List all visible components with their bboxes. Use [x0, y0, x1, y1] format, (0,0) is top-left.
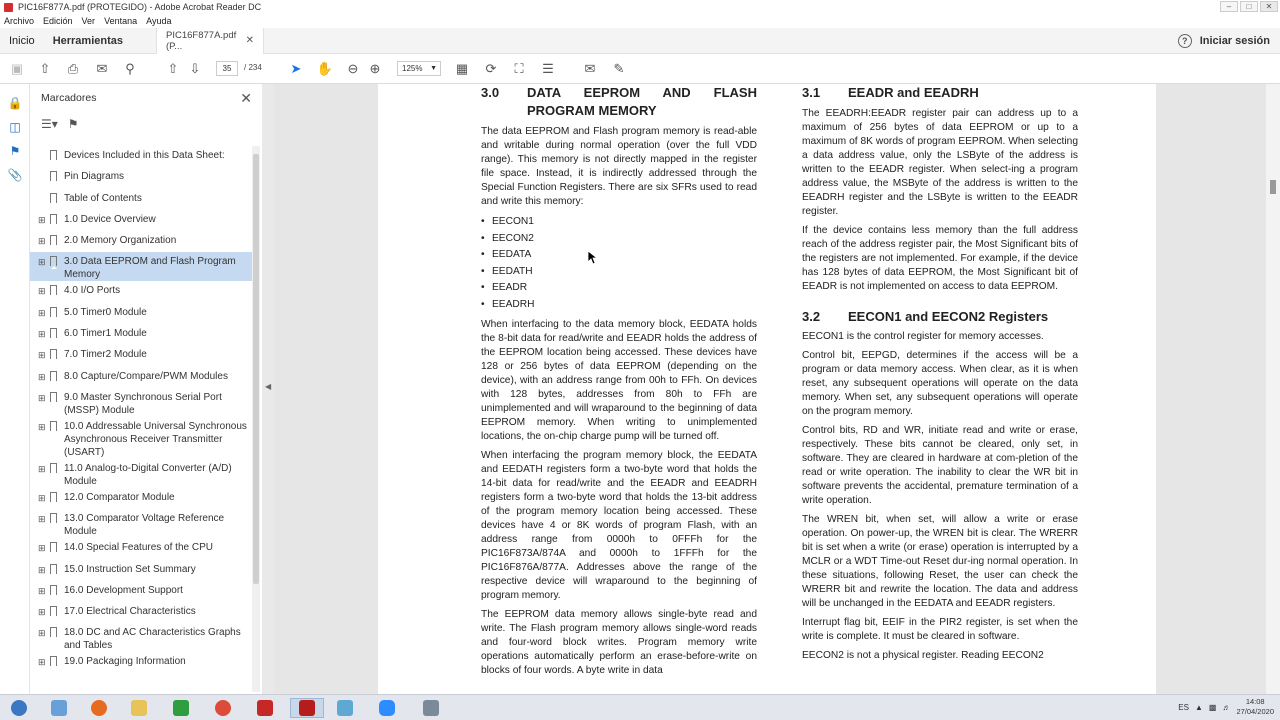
bookmark-label: 6.0 Timer1 Module	[64, 328, 147, 340]
bookmark-item[interactable]	[30, 252, 252, 281]
comment-icon[interactable]: ✉	[584, 61, 596, 76]
taskbar-chrome-icon[interactable]	[206, 698, 240, 718]
bookmark-item[interactable]	[30, 388, 252, 417]
bookmark-label: 8.0 Capture/Compare/PWM Modules	[64, 370, 228, 382]
paragraph: EECON2 is not a physical register. Reading EECON2	[802, 650, 1044, 661]
menu-ventana[interactable]: Ventana	[104, 16, 138, 26]
rotate-icon[interactable]: ⟳	[485, 61, 497, 76]
highlight-pen-icon[interactable]: ✎	[613, 61, 625, 76]
section-number: 3.0	[481, 85, 500, 100]
paragraph: EECON1 is the control register for memory accesses.	[802, 331, 1044, 342]
bookmark-label: 11.0 Analog-to-Digital Converter (A/D) Module	[64, 462, 232, 487]
menu-archivo[interactable]: Archivo	[4, 16, 35, 26]
bookmarks-scroll-thumb[interactable]	[253, 154, 259, 584]
tab-bar	[0, 28, 1280, 54]
bookmark-item[interactable]	[30, 417, 252, 459]
bookmark-icon	[50, 193, 57, 203]
bookmark-icon	[50, 371, 57, 381]
bookmark-item[interactable]	[30, 509, 252, 538]
scroll-mode-icon[interactable]: ☰	[542, 61, 554, 76]
bookmark-item[interactable]	[30, 459, 252, 488]
print-icon[interactable]: ⎙	[67, 61, 79, 76]
bookmarks-panel	[30, 84, 262, 694]
expand-icon[interactable]: ⊞	[38, 463, 46, 474]
list-item: • EECON1	[481, 214, 757, 231]
bookmark-list	[30, 146, 252, 674]
clock-date: 27/04/2020	[1236, 707, 1274, 716]
bookmark-item[interactable]	[30, 210, 252, 231]
expand-icon[interactable]: ⊞	[38, 392, 46, 403]
zoom-value: 125%	[402, 64, 423, 73]
taskbar-app-green-icon[interactable]	[164, 698, 198, 718]
paragraph: When interfacing the program memory block, the EEDATA and EEDATH registers form a two-byte word that holds the 14-bit data for read/write and the EEADR and EEADRH registers form a two-byte word that holds the 13-bit address of the program memory location being accessed. These devices have 4 or 8K words of program Flash, with an address range from 0000h to 0FFFh for the PIC16F873A/874A and 0000h to 1FFFh for the PIC16F876A/877A. Addresses above the range of the respective device will wraparound to the beginning of program memory.	[481, 450, 757, 601]
bookmark-label: 1.0 Device Overview	[64, 213, 156, 225]
bookmark-icon	[50, 585, 57, 595]
bookmarks-title: Marcadores	[41, 92, 97, 104]
zoom-select[interactable]	[397, 61, 441, 76]
section-title: DATA EEPROM AND FLASH PROGRAM MEMORY	[527, 85, 757, 118]
expand-icon[interactable]: ⊞	[38, 329, 46, 340]
section-title: EEADR and EEADRH	[848, 85, 979, 100]
page-column-right	[802, 84, 1078, 668]
language-indicator[interactable]: ES	[1178, 702, 1189, 712]
expand-icon[interactable]: ⊞	[38, 350, 46, 361]
bookmark-label: 7.0 Timer2 Module	[64, 349, 147, 361]
bookmark-label: Table of Contents	[64, 192, 142, 204]
expand-icon[interactable]: ⊞	[38, 257, 46, 268]
tab-document[interactable]	[156, 28, 264, 54]
bookmark-icon	[50, 463, 57, 473]
bookmark-label: 9.0 Master Synchronous Serial Port (MSSP) Module	[64, 391, 222, 416]
section-heading-3-1	[802, 84, 1078, 102]
section-heading-3-2	[802, 308, 1078, 326]
bookmark-icon	[50, 513, 57, 523]
expand-icon[interactable]: ⊞	[38, 214, 46, 225]
window-titlebar	[0, 0, 1280, 14]
bookmark-label: 10.0 Addressable Universal Synchronous Asynchronous Receiver Transmitter (USART)	[64, 420, 247, 458]
expand-icon[interactable]: ⊞	[38, 514, 46, 525]
paragraph: The data EEPROM and Flash program memory is read-able and writable during normal operation (over the full VDD range). This memory is not directly mapped in the register file space. Instead, it is indirectly addressed through the Special Function Registers. There are six SFRs used to read and write this memory:	[481, 126, 757, 207]
bookmark-label: 19.0 Packaging Information	[64, 656, 186, 668]
register-list	[481, 214, 757, 313]
attachments-icon[interactable]: 📎	[7, 168, 23, 182]
bookmark-icon	[50, 307, 57, 317]
pages-icon[interactable]: ◫	[9, 120, 21, 134]
bookmark-label: 4.0 I/O Ports	[64, 285, 121, 297]
bookmark-icon	[50, 256, 57, 266]
page-total-label: / 234	[244, 63, 262, 72]
bookmark-icon	[50, 285, 57, 295]
paragraph: Interrupt flag bit, EEIF in the PIR2 register, is set when the write is complete. It must be cleared in software.	[802, 617, 1078, 642]
bookmark-label: 18.0 DC and AC Characteristics Graphs and Tables	[64, 627, 241, 652]
bookmark-icon	[50, 150, 57, 160]
bookmark-icon	[50, 492, 57, 502]
paragraph: If the device contains less memory than the full address reach of the address register pair, the Most Significant bits of the registers are not implemented. For example, if the device has 128 bytes of data EEPROM, the Most Significant bit of EEADR is not implemented on access to data EEPROM.	[802, 225, 1078, 292]
expand-icon[interactable]: ⊞	[38, 421, 46, 432]
taskbar-app-icon[interactable]	[328, 698, 362, 718]
taskbar-app-explorer-icon[interactable]	[42, 698, 76, 718]
select-tool-icon[interactable]: ➤	[290, 61, 302, 76]
sign-in-link[interactable]: Iniciar sesión	[1199, 35, 1270, 47]
tray-chevron-icon[interactable]: ▲	[1194, 702, 1203, 712]
bookmark-label: 2.0 Memory Organization	[64, 235, 177, 247]
expand-icon[interactable]: ⊞	[38, 543, 46, 554]
expand-icon[interactable]: ⊞	[38, 307, 46, 318]
bookmark-item[interactable]	[30, 146, 252, 167]
bookmarks-scrollbar[interactable]	[252, 146, 260, 692]
taskbar-mplab-icon[interactable]	[248, 698, 282, 718]
bookmark-label: 3.0 Data EEPROM and Flash Program Memory	[64, 256, 236, 281]
bookmark-label: 5.0 Timer0 Module	[64, 306, 147, 318]
bookmarks-tools	[41, 117, 79, 131]
section-number: 3.2	[802, 309, 821, 324]
bookmark-item[interactable]	[30, 652, 252, 673]
taskbar-tool-icon[interactable]	[414, 698, 448, 718]
expand-icon[interactable]: ⊞	[38, 286, 46, 297]
menu-bar	[0, 14, 1280, 28]
tab-home[interactable]: Inicio	[9, 34, 35, 47]
expand-icon[interactable]: ⊞	[38, 564, 46, 575]
list-item: • EEADRH	[481, 297, 757, 314]
tab-tools[interactable]: Herramientas	[52, 34, 124, 47]
email-icon[interactable]: ✉	[96, 61, 108, 76]
bookmark-label: 16.0 Development Support	[64, 584, 183, 596]
window-title: PIC16F877A.pdf (PROTEGIDO) - Adobe Acrobat Reader DC	[18, 2, 262, 12]
bookmark-icon	[50, 564, 57, 574]
bookmark-item[interactable]	[30, 560, 252, 581]
list-item: • EEDATA	[481, 247, 757, 264]
bookmark-label: 15.0 Instruction Set Summary	[64, 563, 196, 575]
list-item: • EEDATH	[481, 264, 757, 281]
bookmark-item[interactable]	[30, 231, 252, 252]
bookmark-options-icon[interactable]: ☰▾	[41, 117, 58, 131]
section-title: EECON1 and EECON2 Registers	[848, 309, 1049, 324]
bookmark-icon	[50, 421, 57, 431]
main-toolbar	[0, 54, 1280, 84]
bookmark-item[interactable]	[30, 602, 252, 623]
panel-collapse-handle[interactable]	[262, 84, 274, 694]
expand-icon[interactable]: ⊞	[38, 657, 46, 668]
bookmark-label: Devices Included in this Data Sheet:	[64, 150, 225, 161]
bookmark-item[interactable]	[30, 303, 252, 324]
tab-document-label: PIC16F877A.pdf (P...	[166, 29, 237, 52]
acrobat-app-icon	[4, 3, 13, 12]
clock-time: 14:08	[1245, 697, 1265, 706]
document-viewport[interactable]	[274, 84, 1280, 694]
bookmark-item[interactable]	[30, 623, 252, 652]
system-tray	[1178, 697, 1274, 717]
paragraph: Control bit, EEPGD, determines if the access will be a program or data memory access. When clear, as it is when reset, any subsequent operations will operate on the data memory. When set, any subsequent operations will operate on the program memory.	[802, 350, 1078, 417]
lock-icon[interactable]: 🔒	[7, 96, 23, 110]
next-page-icon[interactable]: ⇩	[189, 61, 201, 76]
zoom-out-icon[interactable]: ⊖	[347, 61, 359, 76]
taskbar-acrobat-icon[interactable]	[290, 698, 324, 718]
bookmark-item[interactable]	[30, 189, 252, 210]
bookmark-item[interactable]	[30, 581, 252, 602]
expand-icon[interactable]: ⊞	[38, 585, 46, 596]
bookmark-label: 12.0 Comparator Module	[64, 491, 175, 503]
minimize-button[interactable]: –	[1220, 1, 1238, 12]
previous-page-icon[interactable]: ⇧	[167, 61, 179, 76]
expand-icon[interactable]: ⊞	[38, 236, 46, 247]
zoom-in-icon[interactable]: ⊕	[369, 61, 381, 76]
close-window-button[interactable]: ✕	[1260, 1, 1278, 12]
bookmark-icon	[50, 542, 57, 552]
bookmark-icon	[50, 627, 57, 637]
bookmark-label: Pin Diagrams	[64, 171, 125, 183]
expand-icon[interactable]: ⊞	[38, 371, 46, 382]
list-item: • EECON2	[481, 231, 757, 248]
add-bookmark-icon[interactable]: ⚑	[67, 117, 79, 131]
window-controls	[1220, 1, 1278, 12]
expand-icon[interactable]: ⊞	[38, 607, 46, 618]
windows-taskbar	[0, 694, 1280, 720]
collapse-left-icon: ◀	[265, 382, 272, 391]
bookmark-icon	[50, 214, 57, 224]
bookmark-item[interactable]	[30, 281, 252, 302]
bookmark-item[interactable]	[30, 167, 252, 188]
taskbar-zoom-icon[interactable]	[370, 698, 404, 718]
hand-tool-icon[interactable]: ✋	[316, 61, 334, 76]
bookmark-icon	[50, 392, 57, 402]
section-number: 3.1	[802, 85, 821, 100]
bookmarks-icon[interactable]: ⚑	[9, 144, 21, 158]
pdf-page	[378, 84, 1156, 694]
taskbar-firefox-icon[interactable]	[82, 698, 116, 718]
bookmark-label: 17.0 Electrical Characteristics	[64, 606, 196, 618]
search-icon[interactable]: ⚲	[125, 61, 135, 76]
clock[interactable]	[1236, 697, 1274, 717]
help-icon[interactable]: ?	[1178, 34, 1192, 48]
list-item: • EEADR	[481, 280, 757, 297]
expand-icon[interactable]: ⊞	[38, 492, 46, 503]
bookmark-icon	[50, 235, 57, 245]
paragraph: The WREN bit, when set, will allow a write or erase operation. On power-up, the WREN bit is clear. The WRERR bit is set when a write (or erase) operation is interrupted by a MCLR or a WDT Time-out Reset dur-ing normal operation. In these situations, following Reset, the user can check the WRERR bit and rewrite the location. The data and address will be unchanged in the EEDATA and EEADR registers.	[802, 514, 1078, 609]
bookmark-item[interactable]	[30, 488, 252, 509]
volume-icon[interactable]: ♬	[1222, 702, 1231, 712]
bookmark-label: 13.0 Comparator Voltage Reference Module	[64, 513, 225, 538]
bookmark-icon	[50, 171, 57, 181]
bookmark-item[interactable]	[30, 367, 252, 388]
bookmark-icon	[50, 606, 57, 616]
paragraph: Control bits, RD and WR, initiate read and write or erase, respectively. These bits cannot be cleared, only set, in software. They are cleared in hardware at com-pletion of the read or write operation. The inability to clear the WR bit in software prevents the accidental, premature termination of a write operation.	[802, 425, 1078, 506]
page-column-left	[481, 84, 757, 683]
menu-ver[interactable]: Ver	[81, 16, 96, 26]
fit-page-icon[interactable]: ▦	[455, 61, 469, 76]
bookmark-icon	[50, 328, 57, 338]
start-button[interactable]	[2, 698, 36, 718]
paragraph: The EEADRH:EEADR register pair can address up to a maximum of 256 bytes of data EEPROM or up to a maximum of 8K words of program EEPROM. When selecting a data address value, only the LSByte of the address is written to the EEADR register. When select-ing a program address value, the MSByte of the address is written to the EEADRH register and the LSByte is written to the EEADR register.	[802, 108, 1078, 217]
section-heading-3-0	[481, 84, 757, 120]
menu-ayuda[interactable]: Ayuda	[146, 16, 172, 26]
document-scrollbar[interactable]	[1266, 84, 1280, 694]
page-number-input[interactable]: 35	[216, 61, 238, 76]
paragraph: When interfacing to the data memory block, EEDATA holds the 8-bit data for read/write and EEADR holds the address of the EEPROM location being accessed. These devices have 128 or 256 bytes of data EEPROM (depending on the device), with an address range from 00h to FFh. On devices with 128 bytes, addresses from 80h to FFh are unimplemented and will wraparound to the beginning of data EEPROM memory. When writing to unimplemented locations, the on-chip charge pump will be turned off.	[481, 319, 757, 442]
create-pdf-icon[interactable]: ▣	[10, 61, 24, 76]
navigation-rail	[0, 84, 30, 694]
close-panel-icon[interactable]: ✕	[240, 90, 252, 106]
paragraph: The EEPROM data memory allows single-byte read and write. The Flash program memory allows single-word reads and four-word block writes. Program memory write operations automatically perform an erase-before-write on blocks of four words. A byte write in data	[481, 609, 757, 676]
bookmark-icon	[50, 349, 57, 359]
bookmark-item[interactable]	[30, 538, 252, 559]
bookmark-item[interactable]	[30, 345, 252, 366]
mouse-cursor-icon	[588, 251, 598, 265]
expand-icon[interactable]: ⊞	[38, 628, 46, 639]
bookmark-label: 14.0 Special Features of the CPU	[64, 542, 213, 554]
network-icon[interactable]: ▩	[1208, 702, 1217, 712]
document-scroll-thumb[interactable]	[1270, 180, 1276, 194]
tab-close-icon[interactable]: ✕	[245, 35, 255, 46]
bookmark-item[interactable]	[30, 324, 252, 345]
full-screen-icon[interactable]: ⛶	[514, 61, 524, 76]
chevron-down-icon: ▼	[430, 65, 437, 72]
upload-icon[interactable]: ⇧	[39, 61, 51, 76]
taskbar-folder-icon[interactable]	[122, 698, 156, 718]
menu-edicion[interactable]: Edición	[43, 16, 73, 26]
maximize-button[interactable]: □	[1240, 1, 1258, 12]
bookmark-icon	[50, 656, 57, 666]
